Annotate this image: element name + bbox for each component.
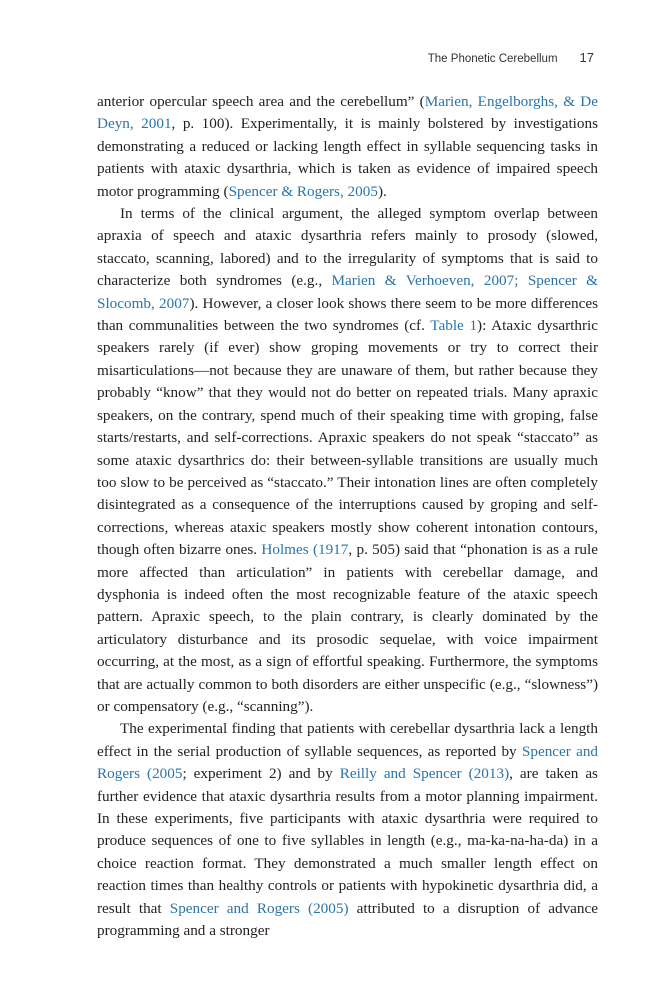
paragraph-text: attributed to a disruption of advance programming and a stronger: [97, 899, 598, 940]
citation-link[interactable]: Reilly and Spencer (2013): [339, 765, 510, 783]
paragraph-text: anterior opercular speech area and the cerebellum” (: [97, 93, 425, 110]
paragraph: [97, 718, 598, 942]
paragraph-text: , p. 100). Experimentally, it is mainly bolstered by investigations demonstrating a reduced or lacking length effect in syllable sequencing tasks in patients with ataxic dysarthria, which is taken as evidence of impaired speech motor programming (: [97, 115, 598, 200]
paragraph-text: ). However, a closer look shows there seem to be more differences than communalities between the two syndromes (cf.: [97, 294, 598, 335]
paragraph-text: , are taken as further evidence that ataxic dysarthria results from a motor planning impairment. In these experiments, five participants with ataxic dysarthria were required to produce sequences of one to five syllables in length (e.g., ma-ka-na-ha-da) in a choice reaction format. They demonstrated a much smaller length effect on reaction times than healthy controls or patients with hypokinetic dysarthria did, a result that: [97, 765, 598, 917]
paragraph-text: , p. 505) said that “phonation is as a rule more affected than articulation” in patients with cerebellar damage, and dysphonia is indeed often the most recognizable feature of the ataxic speech pattern. Apraxic speech, to the plain contrary, is clearly dominated by the articulatory disturbance and its prosodic sequelae, with voice impairment occurring, at the most, as a sign of effortful speaking. Furthermore, the symptoms that are actually common to both disorders are either unspecific (e.g., “slowness”) or compensatory (e.g., “scanning”).: [97, 541, 598, 715]
paragraph-text: In terms of the clinical argument, the alleged symptom overlap between apraxia of speech and ataxic dysarthria refers mainly to prosody (slowed, staccato, scanning, labored) and to the irregularity of symptoms that is said to characterize both syndromes (e.g.,: [97, 205, 598, 290]
running-head: [428, 50, 594, 65]
paragraph: [97, 203, 598, 718]
citation-link[interactable]: Marien, Engelborghs, & De Deyn, 2001: [97, 93, 599, 133]
citation-link[interactable]: Spencer and Rogers (2005): [169, 899, 349, 917]
paragraph-text: ): Ataxic dysarthric speakers rarely (if ever) show groping movements or try to correct their misarticulations—not because they are unaware of them, but rather because they probably “know” that they would not do better on repeated trials. Many apraxic speakers, on the contrary, spend much of their speaking time with groping, false starts/restarts, and self-corrections. Apraxic speakers do not speak “staccato” as some ataxic dysarthrics do: their between-syllable transitions are usually much too slow to be perceived as “staccato.” Their intonation lines are often completely disintegrated as a consequence of the interruptions caused by groping and self-corrections, whereas ataxic speakers mostly show coherent intonation contours, though often bizarre ones.: [97, 317, 599, 559]
paragraph: [97, 91, 598, 203]
citation-link[interactable]: Spencer and Rogers (2005: [97, 742, 599, 783]
citation-link[interactable]: Holmes (1917: [261, 541, 349, 559]
page-number: 17: [579, 50, 594, 65]
paragraph-text: ; experiment 2) and by: [182, 765, 340, 783]
citation-link[interactable]: Table 1: [430, 317, 478, 335]
running-head-title: The Phonetic Cerebellum: [427, 53, 558, 65]
citation-link[interactable]: Spencer & Rogers, 2005: [228, 182, 378, 200]
body-text: [97, 91, 598, 942]
paragraph-text: ).: [377, 182, 387, 200]
paragraph-text: The experimental finding that patients with cerebellar dysarthria lack a length effect in the serial production of syllable sequences, as reported by: [97, 720, 598, 760]
citation-link[interactable]: Marien & Verhoeven, 2007; Spencer & Slocomb, 2007: [97, 272, 598, 312]
